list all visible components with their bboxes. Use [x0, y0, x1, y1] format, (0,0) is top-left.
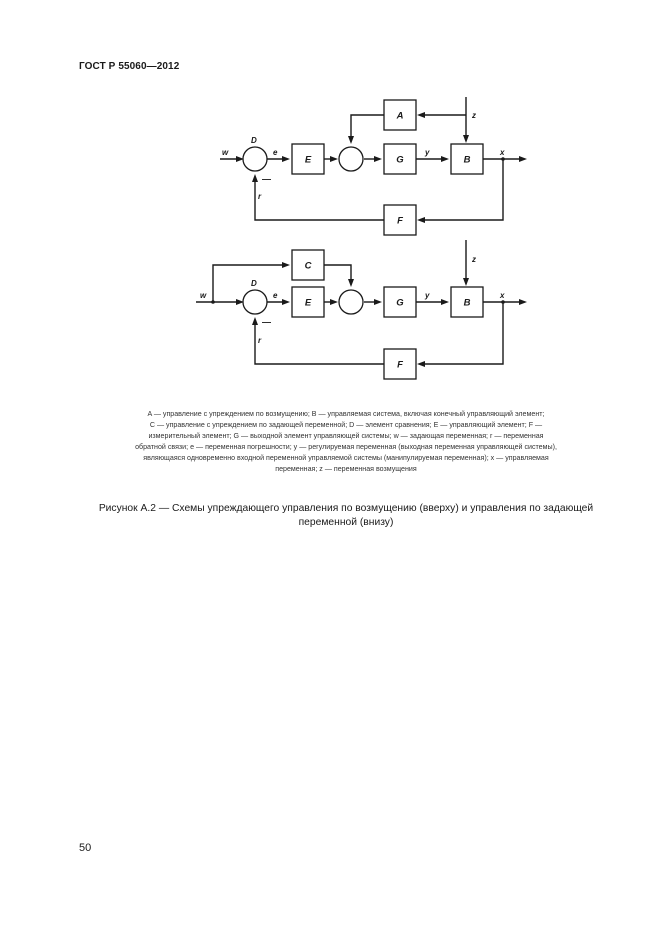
- block-diagrams: [0, 0, 661, 400]
- top-arrow-into-sum: [330, 156, 338, 162]
- bottom-label-g: G: [396, 297, 404, 309]
- top-label-a: A: [396, 110, 404, 122]
- top-label-e: E: [304, 154, 312, 166]
- top-diagram: [220, 97, 527, 235]
- bottom-f-to-d-line: [255, 321, 384, 364]
- top-signal-w: w: [222, 148, 229, 157]
- legend-line: C — управление с упреждением по задающей переменной; D — элемент сравнения; E — управляющий элемент; F —: [149, 421, 543, 430]
- top-signal-r: r: [258, 192, 262, 201]
- top-arrow-into-a: [417, 112, 425, 118]
- bottom-arrow-into-f: [417, 361, 425, 367]
- bottom-label-b: B: [463, 297, 471, 309]
- bottom-arrow-into-b: [441, 299, 449, 305]
- legend-line: обратной связи; e — переменная погрешности; y — регулируемая переменная (выходная переменная управляющей системы),: [135, 443, 557, 452]
- bottom-arrow-into-sum: [330, 299, 338, 305]
- bottom-signal-r: r: [258, 336, 262, 345]
- bottom-summing-junction: [339, 290, 363, 314]
- top-label-b: B: [463, 154, 471, 166]
- top-arrow-a-into-sum: [348, 136, 354, 144]
- legend-line: переменная; z — переменная возмущения: [275, 465, 417, 474]
- bottom-arrow-into-c: [282, 262, 290, 268]
- top-label-f: F: [397, 215, 403, 227]
- top-arrow-into-f: [417, 217, 425, 223]
- top-summing-junction: [339, 147, 363, 171]
- bottom-input-junction: [211, 300, 215, 304]
- bottom-arrow-into-g: [374, 299, 382, 305]
- bottom-signal-x: x: [500, 291, 505, 300]
- bottom-arrow-r-into-d: [252, 317, 258, 325]
- top-arrow-z-into-b: [463, 135, 469, 143]
- top-a-to-sum-line: [351, 115, 384, 140]
- legend-line: A — управление с упреждением по возмущению; B — управляемая система, включая конечный управляющий элемент;: [147, 410, 545, 418]
- bottom-arrow-z-into-b: [463, 278, 469, 286]
- caption-line: переменной (внизу): [298, 516, 394, 528]
- top-arrow-r-into-d: [252, 174, 258, 182]
- top-signal-d: D: [251, 136, 257, 145]
- top-arrow-output: [519, 156, 527, 162]
- top-f-to-d-line: [255, 178, 384, 220]
- bottom-arrow-c-into-sum: [348, 279, 354, 287]
- top-minus-sign: —: [262, 174, 271, 184]
- bottom-signal-y: y: [425, 291, 430, 300]
- bottom-signal-d: D: [251, 279, 257, 288]
- top-signal-y: y: [425, 148, 430, 157]
- document-header: ГОСТ Р 55060—2012: [79, 61, 180, 72]
- legend-line: измерительный элемент; G — выходной элемент управляющей системы; w — задающая переменная; r — переменная: [148, 432, 544, 441]
- page-number: 50: [79, 842, 92, 854]
- bottom-diagram: [196, 240, 527, 379]
- bottom-comparator-d: [243, 290, 267, 314]
- top-arrow-into-b: [441, 156, 449, 162]
- top-comparator-d: [243, 147, 267, 171]
- figure-caption: [80, 502, 612, 529]
- bottom-minus-sign: —: [262, 317, 271, 327]
- bottom-arrow-into-e: [282, 299, 290, 305]
- bottom-signal-z: z: [472, 255, 476, 264]
- bottom-label-f: F: [397, 359, 403, 371]
- top-output-junction: [501, 157, 505, 161]
- bottom-label-c: C: [304, 260, 312, 272]
- top-arrow-into-e: [282, 156, 290, 162]
- figure-legend: [80, 409, 612, 476]
- top-signal-x: x: [500, 148, 505, 157]
- caption-line: Рисунок А.2 — Схемы упреждающего управления по возмущению (вверху) и управления по задающей: [98, 503, 594, 514]
- top-signal-z: z: [472, 111, 476, 120]
- bottom-output-junction: [501, 300, 505, 304]
- bottom-c-to-sum-line: [324, 265, 351, 283]
- bottom-label-e: E: [304, 297, 312, 309]
- top-arrow-into-g: [374, 156, 382, 162]
- bottom-arrow-output: [519, 299, 527, 305]
- top-label-g: G: [396, 154, 404, 166]
- top-signal-e: e: [273, 148, 278, 157]
- bottom-signal-w: w: [200, 291, 207, 300]
- bottom-signal-e: e: [273, 291, 278, 300]
- legend-line: являющаяся одновременно входной переменной управляемой системы (манипулируемая переменная); x — управляемая: [143, 454, 549, 463]
